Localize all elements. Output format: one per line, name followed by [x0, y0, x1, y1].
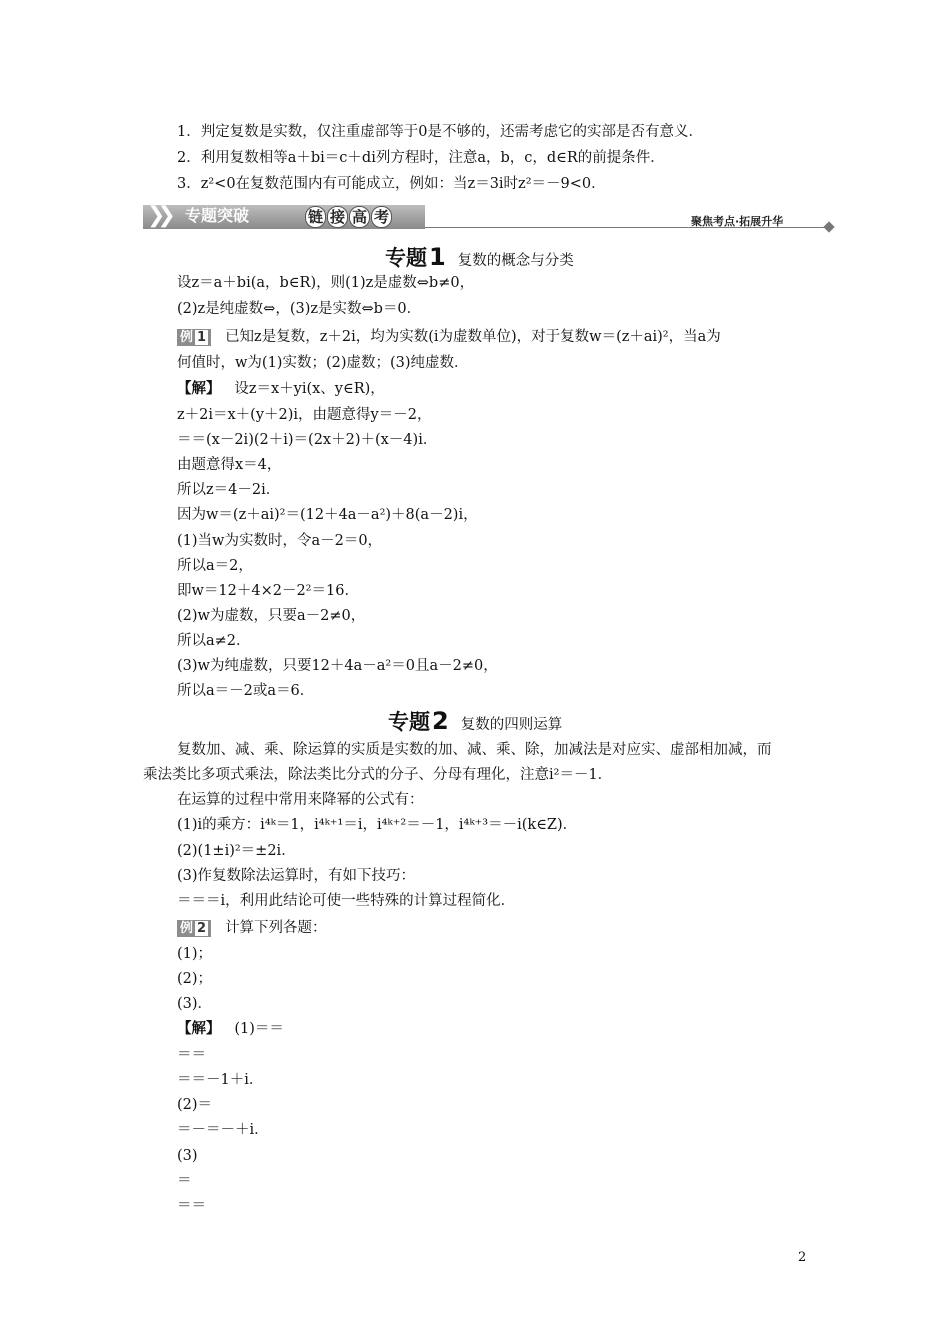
topic-number: 1: [429, 243, 446, 271]
topic2-line: (3)作复数除法运算时，有如下技巧：: [177, 868, 416, 884]
example-2-item: (2)；: [177, 971, 213, 987]
topic2-line: (1)i的乘方：i⁴ᵏ＝1，i⁴ᵏ⁺¹＝i，i⁴ᵏ⁺²＝－1，i⁴ᵏ⁺³＝－i(k∈Z)．: [177, 817, 578, 833]
solution-line: ＝＝: [177, 1047, 206, 1063]
section-banner: [143, 203, 835, 229]
solution-line: 所以a＝2，: [177, 558, 253, 574]
solution-2-first: [177, 1019, 284, 1039]
solution-line: 所以a＝－2或a＝6．: [177, 683, 315, 699]
solution-line: ＝＝: [177, 1198, 206, 1214]
page-number: 2: [798, 1250, 807, 1265]
example-2-intro: [177, 918, 327, 938]
solution-label: 【解】: [177, 1020, 221, 1037]
topic2-line: 乘法类比多项式乘法，除法类比分式的分子、分母有理化，注意i²＝－1．: [143, 767, 613, 783]
topic1-line-2: (2)z是纯虚数⇔，(3)z是实数⇔b＝0．: [177, 301, 422, 317]
solution-line: (3): [177, 1148, 198, 1164]
example-tag: 例 1: [177, 329, 211, 346]
solution-line: 即w＝12＋4×2－2²＝16．: [177, 583, 359, 599]
solution-line: ＝＝(x－2i)(2＋i)＝(2x＋2)＋(x－4)i．: [177, 432, 438, 448]
topic-1-heading: [385, 242, 574, 272]
topic-title: 复数的四则运算: [460, 717, 563, 733]
topic2-line: (2)(1±i)²＝±2i．: [177, 843, 296, 859]
example-2-text: 计算下列各题：: [225, 920, 327, 936]
topic2-line: ＝＝＝i，利用此结论可使一些特殊的计算过程简化．: [177, 893, 516, 909]
topic1-line-1: 设z＝a＋bi(a，b∈R)，则(1)z是虚数⇔b≠0，: [177, 275, 475, 291]
solution-line: ＝－＝－＋i．: [177, 1122, 269, 1138]
note-2: 2．利用复数相等a＋bi＝c＋di列方程时，注意a，b，c，d∈R的前提条件．: [177, 150, 665, 166]
solution-line: (1)当w为实数时，令a－2＝0，: [177, 533, 383, 549]
solution-line: 所以z＝4－2i．: [177, 482, 281, 498]
topic2-line: 在运算的过程中常用来降幂的公式有：: [177, 792, 424, 808]
solution-line: (3)w为纯虚数，只要12＋4a－a²＝0且a－2≠0，: [177, 658, 498, 674]
chevron-right-icon: ❯❯: [147, 203, 168, 228]
banner-char: 链: [305, 206, 326, 228]
solution-line: ＝: [177, 1173, 192, 1189]
solution-label: 【解】: [177, 380, 221, 397]
example-1-text: 已知z是复数，z＋2i，均为实数(i为虚数单位)，对于复数w＝(z＋ai)²，当a为: [225, 329, 721, 345]
note-1: 1．判定复数是实数，仅注重虚部等于0是不够的，还需考虑它的实部是否有意义．: [177, 124, 703, 140]
banner-subtitle: [305, 206, 393, 228]
example-2-item: (1)；: [177, 946, 213, 962]
solution-line: ＝＝－1＋i．: [177, 1072, 264, 1088]
solution-line: 设z＝x＋yi(x、y∈R)，: [234, 381, 385, 397]
solution-line: 由题意得x＝4，: [177, 457, 282, 473]
diamond-icon: [823, 221, 834, 232]
topic-label: 专题: [388, 710, 430, 734]
topic-number: 2: [432, 707, 449, 735]
banner-tagline: 聚焦考点·拓展升华: [691, 215, 784, 228]
note-3: 3．z²<0在复数范围内有可能成立，例如：当z＝3i时z²＝－9<0．: [177, 176, 606, 192]
solution-line: z＋2i＝x＋(y＋2)i，由题意得y＝－2，: [177, 407, 432, 423]
banner-char: 高: [349, 206, 370, 228]
example-tag: 例 2: [177, 920, 211, 937]
banner-title: 专题突破: [185, 206, 250, 225]
solution-line: (2)＝: [177, 1097, 213, 1113]
banner-char: 接: [327, 206, 348, 228]
banner-char: 考: [371, 206, 392, 228]
solution-line: (2)w为虚数，只要a－2≠0，: [177, 608, 366, 624]
solution-line: 所以a≠2．: [177, 633, 251, 649]
example-1-text-2: 何值时，w为(1)实数；(2)虚数；(3)纯虚数．: [177, 355, 469, 371]
topic-title: 复数的概念与分类: [457, 253, 574, 269]
topic-2-heading: [388, 706, 562, 736]
solution-line: 因为w＝(z＋ai)²＝(12＋4a－a²)＋8(a－2)i，: [177, 507, 478, 523]
solution-line: (1)＝＝: [234, 1021, 284, 1037]
example-1-intro: [177, 327, 721, 347]
solution-1-first: [177, 379, 385, 399]
topic-label: 专题: [385, 246, 427, 270]
example-2-item: (3)．: [177, 996, 213, 1012]
topic2-line: 复数加、减、乘、除运算的实质是实数的加、减、乘、除，加减法是对应实、虚部相加减，而: [177, 742, 772, 758]
